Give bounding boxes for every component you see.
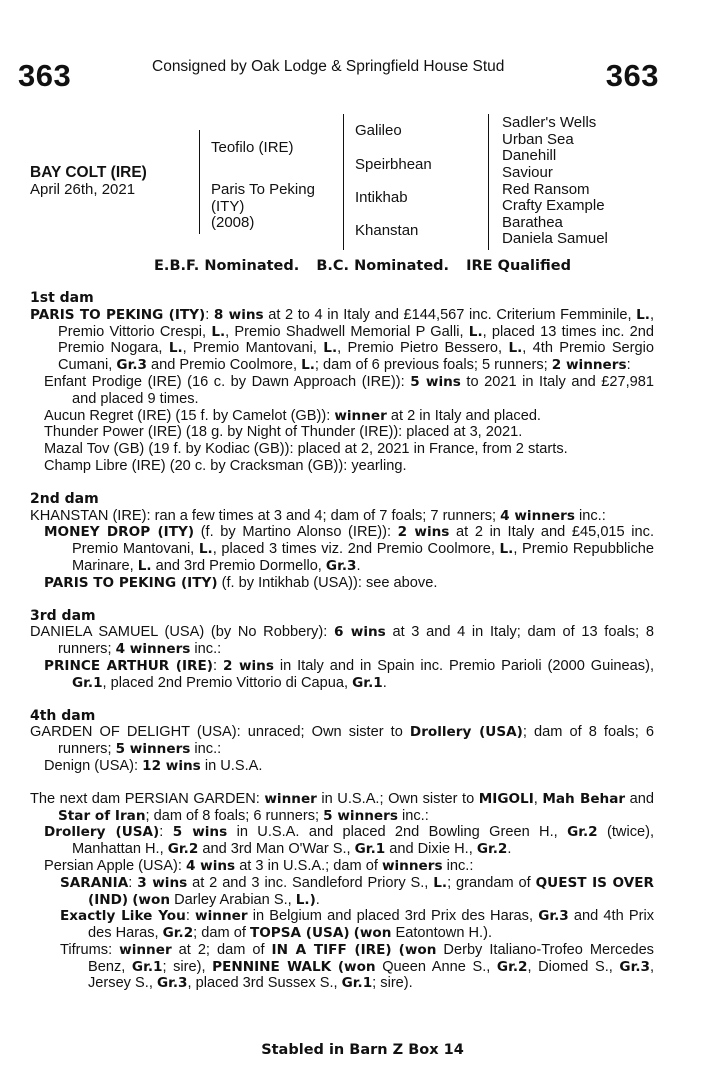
nomination-ire: IRE Qualified <box>466 258 571 274</box>
granddam-2: Khanstan <box>355 222 419 239</box>
great-grandparent-8: Daniela Samuel <box>502 230 608 247</box>
lot-number-right: 363 <box>605 58 659 93</box>
sire: Teofilo (IRE) <box>211 139 294 156</box>
grandsire-2: Intikhab <box>355 189 408 206</box>
pedigree-table <box>0 112 725 252</box>
great-grandparent-2: Urban Sea <box>502 131 574 148</box>
great-grandparent-7: Barathea <box>502 214 563 231</box>
great-grandparent-1: Sadler's Wells <box>502 114 597 131</box>
produce-mazal-tov: Mazal Tov (GB) (19 f. by Kodiac (GB)): placed at 2, 2021 in France, from 2 starts. <box>44 441 568 458</box>
great-grandparent-6: Crafty Example <box>502 197 605 214</box>
produce-drollery: Drollery (USA): 5 wins in U.S.A. and placed 2nd Bowling Green H., Gr.2 (twice), Manhattan H., Gr.2 and 3rd Man O'War S., Gr.1 and Dixie H., Gr.2. <box>44 824 655 858</box>
dam-year: (2008) <box>211 214 255 231</box>
grandsire-1: Galileo <box>355 122 402 139</box>
produce-prince-arthur: PRINCE ARTHUR (IRE): 2 wins in Italy and in Spain inc. Premio Parioli (2000 Guineas), Gr.1, placed 2nd Premio Vittorio di Capua, Gr.1. <box>44 657 654 691</box>
great-grandparent-5: Red Ransom <box>502 181 590 198</box>
produce-champ-libre: Champ Libre (IRE) (20 c. by Cracksman (GB)): yearling. <box>44 457 407 474</box>
produce-money-drop: MONEY DROP (ITY) (f. by Martino Alonso (IRE)): 2 wins at 2 in Italy and £45,015 inc. Premio Mantovani, L., placed 3 times viz. 2nd Premio Coolmore, L., Premio Repubbliche Marinare, L. and 3rd Premio Dormello, Gr.3. <box>44 524 654 574</box>
produce-exactly-like-you: Exactly Like You: winner in Belgium and placed 3rd Prix des Haras, Gr.3 and 4th Prix des Haras, Gr.2; dam of TOPSA (USA) (won Eatontown H.). <box>60 908 655 942</box>
produce-enfant-prodige: Enfant Prodige (IRE) (16 c. by Dawn Approach (IRE)): 5 wins to 2021 in Italy and £27,981 and placed 9 times. <box>44 373 654 407</box>
dam: Paris To Peking <box>211 181 315 198</box>
consignor: Consigned by Oak Lodge & Springfield House Stud <box>152 58 505 75</box>
produce-persian-apple: Persian Apple (USA): 4 wins at 3 in U.S.A.; dam of winners inc.: <box>44 857 474 874</box>
nominations <box>0 258 725 274</box>
produce-sarania: SARANIA: 3 wins at 2 and 3 inc. Sandleford Priory S., L.; grandam of QUEST IS OVER (IND) (won Darley Arabian S., L.). <box>60 874 654 908</box>
next-dam-paragraph: The next dam PERSIAN GARDEN: winner in U.S.A.; Own sister to MIGOLI, Mah Behar and Star of Iran; dam of 8 foals; 6 runners; 5 winners inc.: <box>30 790 654 824</box>
pedigree-divider-2 <box>343 114 344 250</box>
catalogue-body <box>30 290 654 992</box>
section-title-4th-dam: 4th dam <box>30 707 96 724</box>
great-grandparent-4: Saviour <box>502 164 553 181</box>
granddam-1: Speirbhean <box>355 156 432 173</box>
fourth-dam-paragraph: GARDEN OF DELIGHT (USA): unraced; Own sister to Drollery (USA); dam of 8 foals; 6 runners; 5 winners inc.: <box>30 724 654 758</box>
produce-paris-to-peking: PARIS TO PEKING (ITY) (f. by Intikhab (USA)): see above. <box>44 574 438 591</box>
second-dam-paragraph: KHANSTAN (IRE): ran a few times at 3 and 4; dam of 7 foals; 7 runners; 4 winners inc.: <box>30 507 606 524</box>
stabling-info: Stabled in Barn Z Box 14 <box>261 1042 464 1058</box>
lot-number-left: 363 <box>18 58 72 93</box>
produce-tifrums: Tifrums: winner at 2; dam of IN A TIFF (IRE) (won Derby Italiano-Trofeo Mercedes Benz, Gr.1; sire), PENNINE WALK (won Queen Anne S., Gr.2, Diomed S., Gr.3, Jersey S., Gr.3, placed 3rd Sussex S., Gr.1; sire). <box>60 941 655 992</box>
nomination-ebf: E.B.F. Nominated. <box>154 258 300 274</box>
section-title-3rd-dam: 3rd dam <box>30 607 96 624</box>
section-title-2nd-dam: 2nd dam <box>30 490 99 507</box>
first-dam-paragraph: PARIS TO PEKING (ITY): 8 wins at 2 to 4 in Italy and £144,567 inc. Criterium Femminile, L., Premio Vittorio Crespi, L., Premio Shadwell Memorial P Galli, L., placed 13 times inc. 2nd Premio Nogara, L., Premio Mantovani, L., Premio Pietro Bessero, L., 4th Premio Sergio Cumani, Gr.3 and Premio Coolmore, L.; dam of 6 previous foals; 5 runners; 2 winners: <box>30 306 654 374</box>
dam-country: (ITY) <box>211 198 245 215</box>
produce-denign: Denign (USA): 12 wins in U.S.A. <box>44 757 263 774</box>
horse-description: BAY COLT (IRE) <box>30 164 147 181</box>
foaling-date: April 26th, 2021 <box>30 181 136 198</box>
produce-aucun-regret: Aucun Regret (IRE) (15 f. by Camelot (GB)): winner at 2 in Italy and placed. <box>44 407 541 424</box>
section-title-1st-dam: 1st dam <box>30 290 94 306</box>
produce-thunder-power: Thunder Power (IRE) (18 g. by Night of Thunder (IRE)): placed at 3, 2021. <box>44 424 523 441</box>
nomination-bc: B.C. Nominated. <box>316 258 450 274</box>
third-dam-paragraph: DANIELA SAMUEL (USA) (by No Robbery): 6 wins at 3 and 4 in Italy; dam of 13 foals; 8 runners; 4 winners inc.: <box>30 624 654 658</box>
pedigree-divider-1 <box>199 130 200 234</box>
pedigree-divider-3 <box>488 114 489 250</box>
great-grandparent-3: Danehill <box>502 147 557 164</box>
